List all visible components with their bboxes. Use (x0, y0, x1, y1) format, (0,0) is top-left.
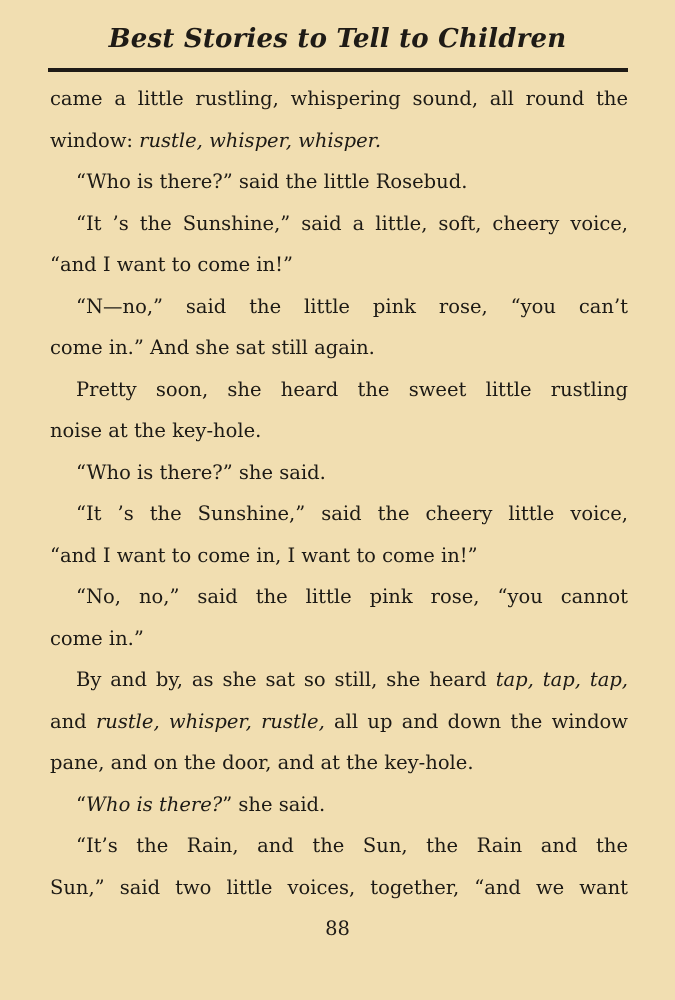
text-line (50, 535, 628, 577)
text-line (50, 120, 628, 162)
text-line (50, 78, 628, 120)
text-run: “and I want to come in!” (50, 253, 293, 276)
text-run: “ (76, 792, 86, 816)
text-run: “N—no,” said the little pink rose, “you can’t (76, 294, 628, 318)
text-line (50, 576, 628, 618)
italic-run: rustle, whisper, rustle, (95, 709, 325, 733)
running-head: Best Stories to Tell to Children (108, 24, 567, 54)
italic-run: rustle, whisper, whisper. (139, 128, 382, 152)
text-line (50, 701, 628, 743)
text-run: ” she said. (222, 792, 326, 816)
italic-run: tap, tap, tap, (495, 668, 628, 691)
text-run: “It ’s the Sunshine,” said the cheery little voice, (76, 502, 628, 525)
text-line (50, 825, 628, 867)
text-line (50, 203, 628, 245)
text-run: came a little rustling, whispering sound, all round the (50, 87, 628, 110)
text-run: Sun,” said two little voices, together, “and we want (50, 875, 628, 899)
text-run: “and I want to come in, I want to come in!” (50, 543, 478, 567)
text-line (50, 161, 628, 203)
text-line (50, 244, 628, 286)
text-line (50, 867, 628, 909)
text-run: come in.” And she sat still again. (50, 336, 375, 359)
text-run: “No, no,” said the little pink rose, “you cannot (76, 585, 628, 608)
text-line (50, 327, 628, 369)
text-run: By and by, as she sat so still, she heard (76, 668, 496, 691)
text-run: “Who is there?” said the little Rosebud. (76, 170, 468, 193)
body-text (50, 78, 628, 908)
text-line (50, 618, 628, 660)
text-line (50, 286, 628, 328)
text-run: “Who is there?” she said. (76, 460, 326, 484)
text-line (50, 742, 628, 784)
text-run: all up and down the window (324, 709, 628, 733)
page-number: 88 (325, 917, 350, 940)
text-line (50, 659, 628, 701)
text-run: Pretty soon, she heard the sweet little rustling (76, 377, 628, 401)
header-rule (48, 68, 628, 72)
text-run: “It ’s the Sunshine,” said a little, soft, cheery voice, (76, 211, 628, 235)
text-line (50, 369, 628, 411)
text-run: and (50, 709, 96, 733)
text-run: pane, and on the door, and at the key-hole. (50, 751, 474, 774)
italic-run: Who is there? (85, 792, 223, 816)
text-run: noise at the key-hole. (50, 419, 262, 442)
text-run: “It’s the Rain, and the Sun, the Rain and the (76, 834, 628, 857)
text-line (50, 784, 628, 826)
text-line (50, 452, 628, 494)
text-line (50, 410, 628, 452)
text-run: come in.” (50, 626, 144, 650)
text-run: window: (50, 128, 140, 152)
text-line (50, 493, 628, 535)
